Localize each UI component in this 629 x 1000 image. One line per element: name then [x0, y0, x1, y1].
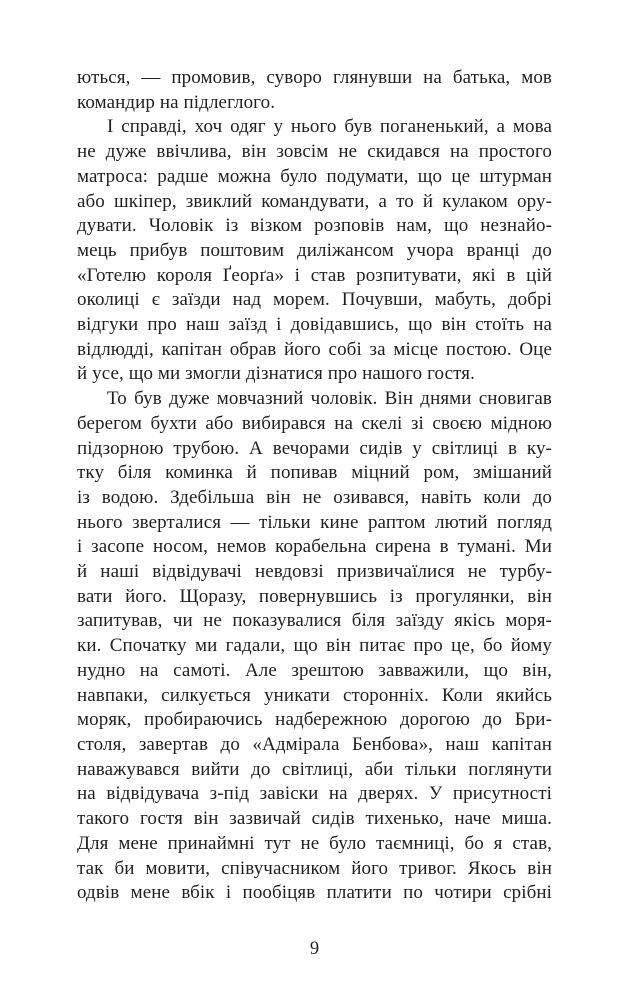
text-line: нудно на самоті. Але зрештою завважили, що він, — [77, 659, 552, 681]
text-line: із водою. Здебільша він не озивався, навіть коли до — [77, 486, 552, 508]
text-line: столя, завертав до «Адмірала Бенбова», наш капітан — [77, 733, 552, 755]
page-number: 9 — [309, 939, 320, 959]
text-line: «Готелю короля Ґеорґа» і став розпитувати, які в цій — [77, 264, 552, 286]
text-line: не дуже ввічлива, він зовсім не скидався на простого — [77, 141, 552, 163]
text-line: мець прибув поштовим диліжансом учора вранці до — [77, 239, 552, 261]
text-line: матроса: радше можна було подумати, що це штурман — [77, 165, 552, 187]
text-line: наважувався вийти до світлиці, аби тільки поглянути — [77, 758, 552, 780]
text-line: і засопе носом, немов корабельна сирена в тумані. Ми — [77, 536, 552, 558]
text-line: підзорною трубою. А вечорами сидів у світлиці в ку- — [77, 437, 552, 459]
text-line: командир на підлеглого. — [77, 91, 276, 113]
text-line: навпаки, силкується уникати сторонніх. Коли якийсь — [77, 684, 552, 706]
text-line: на відвідувача з-під завіски на дверях. У присутності — [77, 783, 552, 805]
text-line: або шкіпер, звиклий командувати, а то й кулаком ору- — [77, 190, 552, 212]
text-line: моряк, пробираючись надбережною дорогою до Бри- — [77, 709, 552, 731]
text-line: відлюдді, капітан обрав його собі за місце постою. Оце — [77, 338, 552, 360]
text-line: й усе, що ми змогли дізнатися про нашого гостя. — [77, 363, 475, 385]
text-line: запитував, чи не показувалися біля заїзду якісь моря- — [77, 610, 552, 632]
text-line: Для мене принаймні тут не було таємниці, бо я став, — [77, 832, 552, 854]
text-line: відгуки про наш заїзд і довідавшись, що він стоїть на — [77, 314, 552, 336]
text-line: околиці є заїзди над морем. Почувши, мабуть, добрі — [77, 289, 552, 311]
text-line: ються, — промовив, суворо глянувши на батька, мов — [77, 67, 552, 88]
text-line: й наші відвідувачі невдовзі призвичаїлися не турбу- — [77, 561, 552, 583]
text-line: нього зверталися — тільки кине раптом лютий погляд — [77, 511, 552, 533]
text-line: І справді, хоч одяг у нього був поганенький, а мова — [107, 116, 552, 138]
page-text — [77, 66, 552, 906]
text-line: тку біля коминка й попивав міцний ром, змішаний — [77, 462, 552, 484]
text-line: ки. Спочатку ми гадали, що він питає про це, бо йому — [77, 635, 552, 657]
text-line: так би мовити, співучасником його тривог. Якось він — [77, 857, 552, 879]
text-line: одвів мене вбік і пообіцяв платити по чотири срібні — [77, 882, 552, 904]
text-line: берегом бухти або вибирався на скелі зі своєю мідною — [77, 412, 552, 434]
text-line: дувати. Чоловік із візком розповів нам, що незнайо- — [77, 215, 552, 237]
text-line: То був дуже мовчазний чоловік. Він днями сновигав — [107, 388, 552, 410]
text-line: вати його. Щоразу, повернувшись із прогулянки, він — [77, 585, 552, 607]
text-line: такого гостя він зазвичай сидів тихенько, наче миша. — [77, 808, 552, 830]
